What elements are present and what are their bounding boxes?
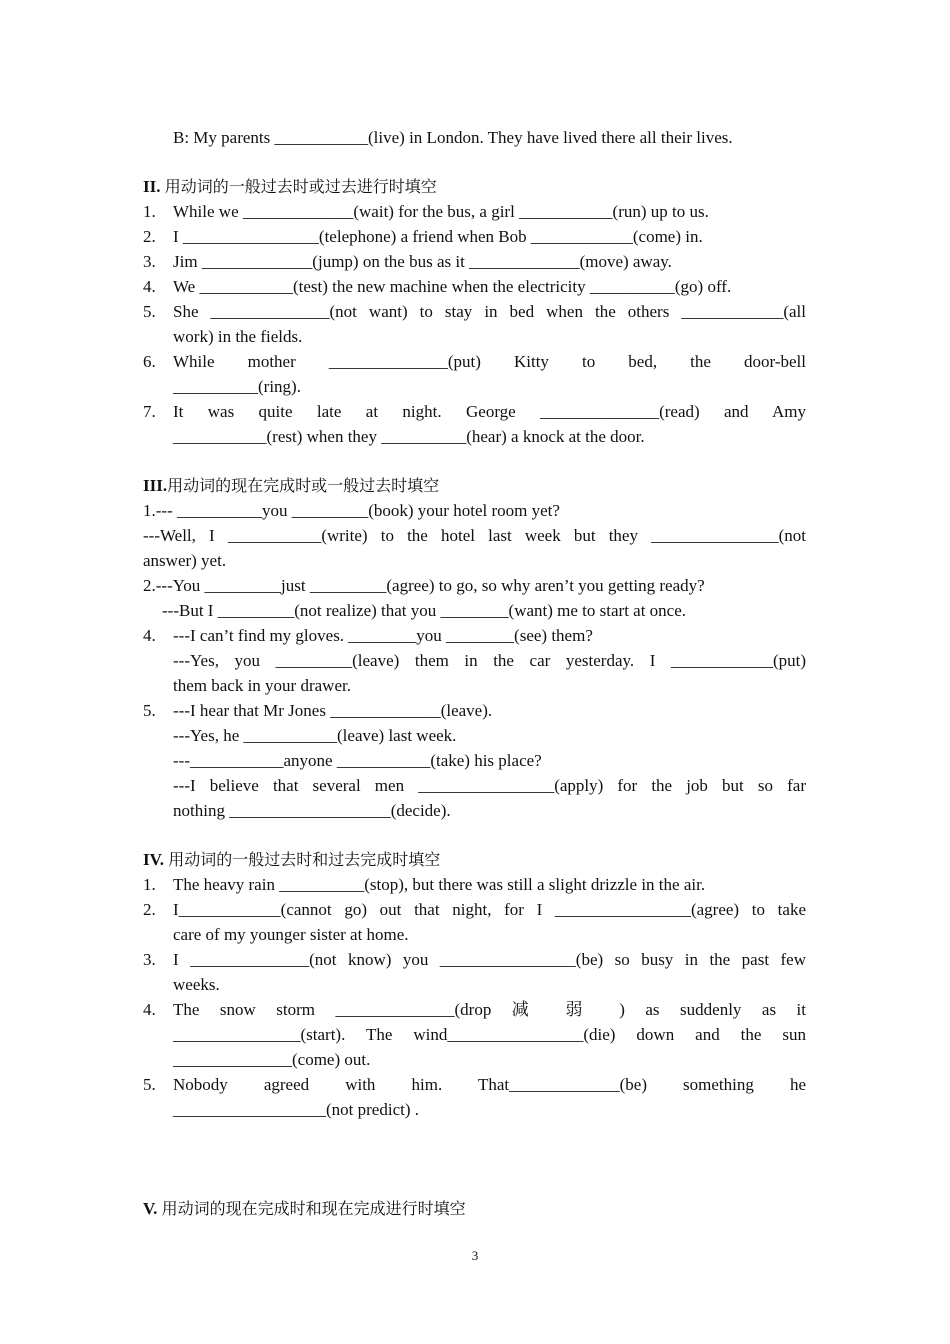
- item-number: 2.: [143, 227, 156, 246]
- item-number: 2.: [143, 900, 156, 919]
- exercise-line: ---Yes, he ___________(leave) last week.: [173, 726, 457, 745]
- exercise-line: I____________(cannot go) out that night, for I ________________(agree) to take: [173, 900, 806, 919]
- exercise-line: _______________(start). The wind________________(die) down and the sun: [173, 1025, 806, 1044]
- exercise-line: The heavy rain __________(stop), but there was still a slight drizzle in the air.: [173, 875, 706, 894]
- item-number: 1.: [143, 202, 156, 221]
- item-number: 4.: [143, 277, 156, 296]
- item-number: 4.: [143, 626, 156, 645]
- exercise-line: __________________(not predict) .: [173, 1100, 419, 1119]
- exercise-line: weeks.: [173, 975, 220, 994]
- exercise-line: I ________________(telephone) a friend when Bob ____________(come) in.: [173, 227, 703, 246]
- exercise-line: She ______________(not want) to stay in bed when the others ____________(all: [173, 302, 806, 321]
- item-number: 6.: [143, 352, 156, 371]
- section-heading: V. 用动词的现在完成时和现在完成进行时填空: [143, 1199, 466, 1218]
- item-number: 7.: [143, 402, 156, 421]
- item-number: 5.: [143, 701, 156, 720]
- exercise-line: ---I hear that Mr Jones _____________(leave).: [173, 701, 493, 720]
- exercise-line: ---___________anyone ___________(take) his place?: [173, 751, 542, 770]
- exercise-line: It was quite late at night. George ______________(read) and Amy: [173, 402, 806, 421]
- exercise-line: __________(ring).: [173, 377, 301, 396]
- exercise-line: care of my younger sister at home.: [173, 925, 409, 944]
- exercise-line: Jim _____________(jump) on the bus as it _____________(move) away.: [173, 252, 672, 271]
- item-number: 5.: [143, 1075, 156, 1094]
- exercise-line: We ___________(test) the new machine when the electricity __________(go) off.: [173, 277, 732, 296]
- exercise-line: While we _____________(wait) for the bus, a girl ___________(run) up to us.: [173, 202, 709, 221]
- item-number: 3.: [143, 252, 156, 271]
- exercise-line: The snow storm ______________(drop 减 弱 ) as suddenly as it: [173, 1000, 806, 1019]
- item-number: 1.: [143, 875, 156, 894]
- exercise-line: nothing ___________________(decide).: [173, 801, 451, 820]
- item-number: 5.: [143, 302, 156, 321]
- exercise-line: Nobody agreed with him. That_____________(be) something he: [173, 1075, 806, 1094]
- exercise-line: B: My parents ___________(live) in London. They have lived there all their lives.: [173, 128, 733, 147]
- exercise-line: ---I believe that several men ________________(apply) for the job but so far: [173, 776, 806, 795]
- item-number: 3.: [143, 950, 156, 969]
- exercise-line: 1.--- __________you _________(book) your hotel room yet?: [143, 501, 560, 520]
- section-heading: III.用动词的现在完成时或一般过去时填空: [143, 476, 440, 495]
- section-heading: II. 用动词的一般过去时或过去进行时填空: [143, 177, 437, 196]
- exercise-line: I ______________(not know) you ________________(be) so busy in the past few: [173, 950, 806, 969]
- item-number: 4.: [143, 1000, 156, 1019]
- exercise-line: ---Well, I ___________(write) to the hotel last week but they _______________(not: [143, 526, 806, 545]
- page-number: 3: [471, 1248, 479, 1263]
- exercise-line: ---Yes, you _________(leave) them in the car yesterday. I ____________(put): [173, 651, 806, 670]
- exercise-line: ___________(rest) when they __________(hear) a knock at the door.: [173, 427, 645, 446]
- exercise-line: ---But I _________(not realize) that you ________(want) me to start at once.: [162, 601, 687, 620]
- exercise-line: them back in your drawer.: [173, 676, 351, 695]
- exercise-line: While mother ______________(put) Kitty to bed, the door-bell: [173, 352, 806, 371]
- exercise-line: ---I can’t find my gloves. ________you ________(see) them?: [173, 626, 593, 645]
- exercise-line: work) in the fields.: [173, 327, 303, 346]
- exercise-line: 2.---You _________just _________(agree) to go, so why aren’t you getting ready?: [143, 576, 705, 595]
- exercise-line: ______________(come) out.: [173, 1050, 371, 1069]
- section-heading: IV. 用动词的一般过去时和过去完成时填空: [143, 850, 441, 869]
- exercise-line: answer) yet.: [143, 551, 227, 570]
